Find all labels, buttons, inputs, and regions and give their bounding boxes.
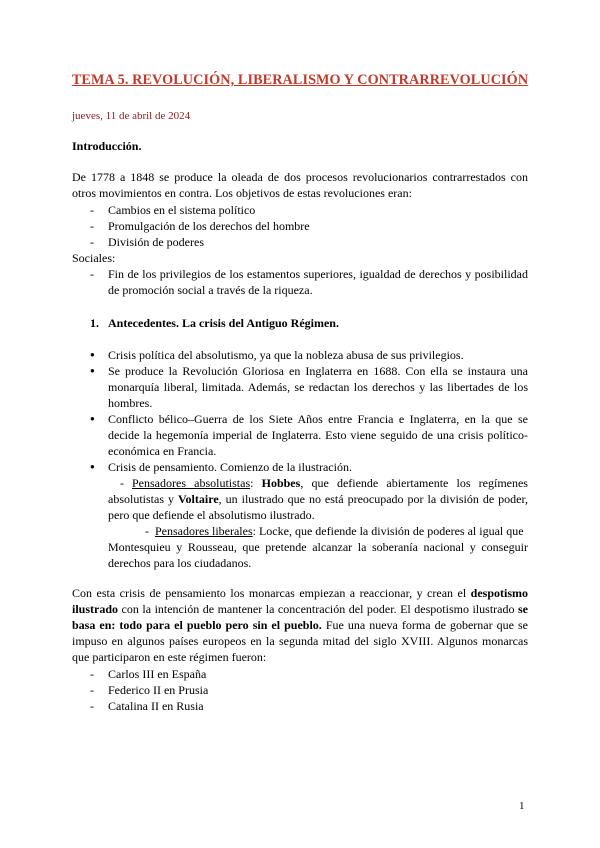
list-dash: - [90,683,94,697]
list-dash: - [90,667,94,681]
absolutists-label: Pensadores absolutistas [132,476,251,490]
list-dash: - [90,699,94,713]
bullet-item: Crisis política del absolutismo, ya que la nobleza abusa de sus privilegios. [108,348,464,362]
social-item: Fin de los privilegios de los estamentos superiores, igualdad de derechos y posibilidad de promoción social a través de la riqueza. [108,267,528,297]
despotism-motto: se basa en: todo para el pueblo pero sin el pueblo. [72,602,528,632]
despotism-paragraph: Con esta crisis de pensamiento los monarcas empiezan a reaccionar, y crean el despotismo ilustrado con la intención de mantener la concentración del poder. El despotismo ilustrado se basa en: todo para el pueblo pero sin el pueblo. Fue una nueva forma de gobernar que se impuso en algunos países europeos en la segunda mitad del siglo XVIII. Algunos monarcas que participaron en este régimen fueron: [72,586,528,664]
objective-item: Promulgación de los derechos del hombre [108,219,310,233]
bullet-icon: ● [90,414,95,423]
list-dash: - [90,267,94,281]
sub-dash: - [145,524,149,538]
liberals-label: Pensadores liberales [155,524,253,538]
page-number: 1 [519,800,525,812]
liberals-rest: Montesquieu y Rousseau, que pretende alcanzar la soberanía nacional y conseguir derechos para los ciudadanos. [108,540,528,570]
intro-heading: Introducción. [72,139,142,153]
bullet-item: Crisis de pensamiento. Comienzo de la ilustración. [108,460,352,474]
date-line: jueves, 11 de abril de 2024 [72,110,191,122]
list-dash: - [90,235,94,249]
sub-dash: - [120,476,124,490]
section-number: 1. [90,316,99,330]
document-title: TEMA 5. REVOLUCIÓN, LIBERALISMO Y CONTRARREVOLUCIÓN [71,72,529,88]
bullet-icon: ● [90,366,95,375]
intro-paragraph: De 1778 a 1848 se produce la oleada de dos procesos revolucionarios contrarrestados con otros movimientos en contra. Los objetivos de estas revoluciones eran: [72,170,528,200]
section-heading: Antecedentes. La crisis del Antiguo Régimen. [108,316,339,330]
monarch-item: Catalina II en Rusia [108,699,204,713]
monarch-item: Federico II en Prusia [108,683,209,697]
objective-item: División de poderes [108,235,204,249]
social-label: Sociales: [72,251,116,265]
voltaire: Voltaire [177,492,219,506]
absolutists-paragraph: Pensadores absolutistas: Hobbes, que defiende abiertamente los regímenes absolutistas y Voltaire, un ilustrado que no está preocupado por la división de poder, pero que defiende el absolutismo ilustrado. [108,476,528,522]
bullet-icon: ● [90,350,95,359]
liberals-first-line: Pensadores liberales: Locke, que defiende la división de poderes al igual que [155,524,524,538]
monarch-item: Carlos III en España [108,667,207,681]
bullet-item: Conflicto bélico–Guerra de los Siete Años entre Francia e Inglaterra, en la que se decide la hegemonía imperial de Inglaterra. Esto viene seguido de una crisis político-económica en Francia. [108,412,528,458]
list-dash: - [90,219,94,233]
objective-item: Cambios en el sistema político [108,203,256,217]
despotism-term: despotismo ilustrado [72,586,528,616]
hobbes: Hobbes [261,476,301,490]
bullet-item: Se produce la Revolución Gloriosa en Inglaterra en 1688. Con ella se instaura una monarquía liberal, limitada. Además, se redactan los derechos y las libertades de los hombres. [108,364,528,410]
list-dash: - [90,203,94,217]
bullet-icon: ● [90,462,95,471]
